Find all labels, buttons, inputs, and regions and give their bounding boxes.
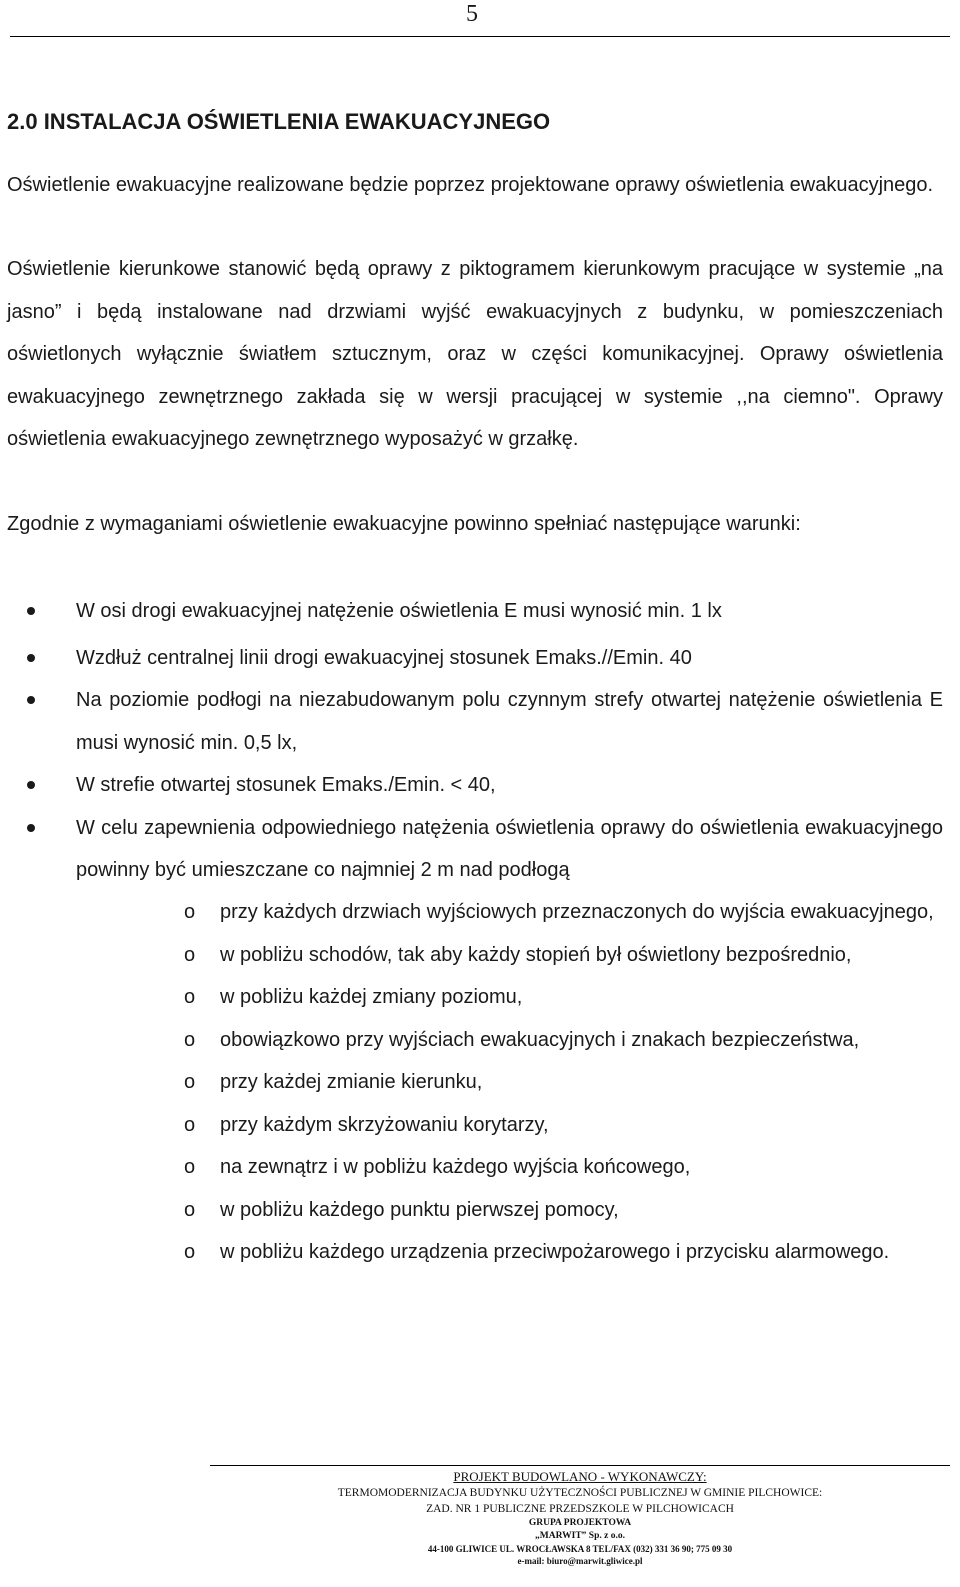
bullet-icon <box>27 696 35 704</box>
bullet-icon <box>27 824 35 832</box>
sub-bullet-marker: o <box>184 1113 196 1136</box>
section-heading: 2.0 INSTALACJA OŚWIETLENIA EWAKUACYJNEGO <box>7 109 551 134</box>
footer-task: ZAD. NR 1 PUBLICZNE PRZEDSZKOLE W PILCHOWICACH <box>426 1503 734 1515</box>
sub-bullet-marker: o <box>184 943 196 966</box>
page-number: 5 <box>466 1 478 27</box>
list-item: o przy każdych drzwiach wyjściowych przeznaczonych do wyjścia ewakuacyjnego, <box>184 891 943 934</box>
requirements-list <box>7 590 943 892</box>
list-item: Wzdłuż centralnej linii drogi ewakuacyjnej stosunek Emaks.//Emin. 40 <box>7 637 943 680</box>
bullet-icon <box>27 781 35 789</box>
footer-address: 44-100 GLIWICE UL. WROCŁAWSKA 8 TEL/FAX (032) 331 36 90; 775 09 30 <box>427 1544 733 1554</box>
list-item: Na poziomie podłogi na niezabudowanym polu czynnym strefy otwartej natężenie oświetlenia E musi wynosić min. 0,5 lx, <box>7 679 943 764</box>
footer-company: „MARWIT” Sp. z o.o. <box>535 1531 625 1541</box>
sub-bullet-marker: o <box>184 1156 196 1178</box>
paragraph-directional-lighting: Oświetlenie kierunkowe stanowić będą oprawy z piktogramem kierunkowym pracujące w systemie „na jasno” i będą instalowane nad drzwiami wyjść ewakuacyjnych z budynku, w pomieszczeniach oświetlonych wyłącznie światłem sztucznym, oraz w części komunikacyjnej. Oprawy oświetlenia ewakuacyjnego zewnętrznego zakłada się w wersji pracującej w systemie ,,na ciemno". Oprawy oświetlenia ewakuacyjnego zewnętrznego wyposażyć w grzałkę. <box>7 258 943 450</box>
list-item: o w pobliżu schodów, tak aby każdy stopień był oświetlony bezpośrednio, <box>184 934 943 977</box>
list-item: o przy każdym skrzyżowaniu korytarzy, <box>184 1104 943 1147</box>
header-rule <box>10 36 950 37</box>
footer-project-title: TERMOMODERNIZACJA BUDYNKU UŻYTECZNOŚCI PUBLICZNEJ W GMINIE PILCHOWICE: <box>337 1487 823 1499</box>
bullet-icon <box>27 654 35 662</box>
sub-bullet-marker: o <box>184 1028 196 1051</box>
list-item: W celu zapewnienia odpowiedniego natężenia oświetlenia oprawy do oświetlenia ewakuacyjnego powinny być umieszczane co najmniej 2 m nad podłogą <box>7 807 943 892</box>
paragraph-requirements: Zgodnie z wymaganiami oświetlenie ewakuacyjne powinno spełniać następujące warunki: <box>7 513 801 535</box>
footer-group: GRUPA PROJEKTOWA <box>528 1518 632 1528</box>
sub-bullet-marker: o <box>184 1071 196 1093</box>
placement-sublist <box>184 891 943 1274</box>
list-item: W strefie otwartej stosunek Emaks./Emin. < 40, <box>7 764 943 807</box>
paragraph-intro: Oświetlenie ewakuacyjne realizowane będzie poprzez projektowane oprawy oświetlenia ewakuacyjnego. <box>7 174 934 196</box>
footer-rule <box>210 1465 950 1466</box>
footer-project-type: PROJEKT BUDOWLANO - WYKONAWCZY: <box>453 1469 707 1484</box>
list-item: o w pobliżu każdego punktu pierwszej pomocy, <box>184 1189 943 1232</box>
list-item: W osi drogi ewakuacyjnej natężenie oświetlenia E musi wynosić min. 1 lx <box>7 590 943 633</box>
sub-bullet-marker: o <box>184 901 196 923</box>
sub-bullet-marker: o <box>184 986 196 1008</box>
sub-bullet-marker: o <box>184 1241 196 1263</box>
list-item: o w pobliżu każdej zmiany poziomu, <box>184 976 943 1019</box>
bullet-icon <box>27 607 35 615</box>
sub-bullet-marker: o <box>184 1198 196 1221</box>
list-item: o w pobliżu każdego urządzenia przeciwpożarowego i przycisku alarmowego. <box>184 1231 943 1274</box>
footer-email: e-mail: biuro@marwit.gliwice.pl <box>517 1556 643 1566</box>
list-item: o na zewnątrz i w pobliżu każdego wyjścia końcowego, <box>184 1146 943 1189</box>
list-item: o obowiązkowo przy wyjściach ewakuacyjnych i znakach bezpieczeństwa, <box>184 1019 943 1062</box>
page-footer <box>210 1468 950 1567</box>
list-item: o przy każdej zmianie kierunku, <box>184 1061 943 1104</box>
